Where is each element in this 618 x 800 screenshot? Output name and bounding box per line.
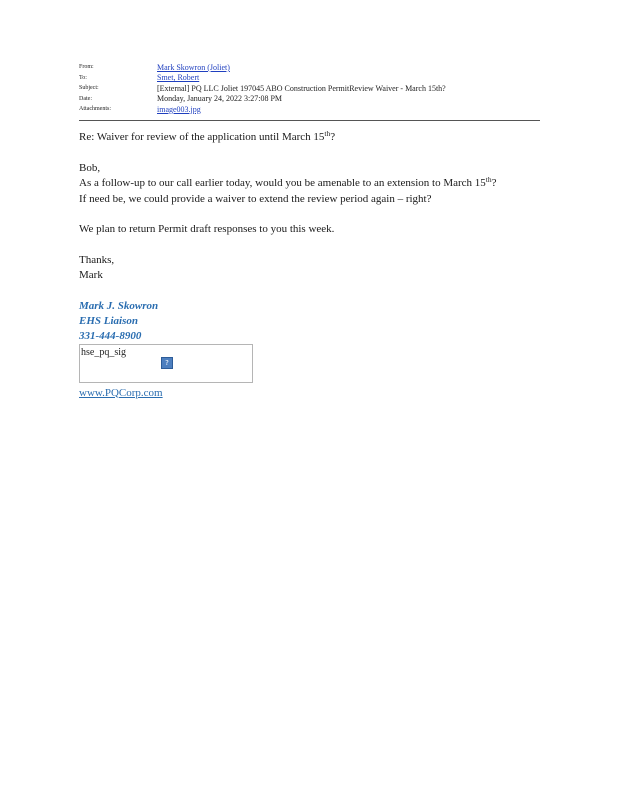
subject-value: [External] PQ LLC Joliet 197045 ABO Construction PermitReview Waiver - March 15th? [157, 83, 446, 93]
to-label: To: [79, 74, 87, 81]
attachments-label: Attachments: [79, 106, 111, 113]
signature-name: Mark J. Skowron [79, 299, 159, 312]
email-body [79, 130, 549, 401]
subject-row [79, 83, 540, 94]
to-value[interactable]: Smet, Robert [157, 73, 200, 83]
header-divider [79, 120, 540, 121]
body-line-1-text: As a follow-up to our call earlier today, would you be amenable to an extension to March 15 [79, 177, 486, 189]
from-value[interactable]: Mark Skowron (Joliet) [157, 62, 230, 72]
re-line-sup: th [324, 129, 331, 138]
attachment-link[interactable]: image003.jpg [157, 104, 201, 114]
body-line-3: We plan to return Permit draft responses to you this week. [79, 223, 335, 235]
re-line-text: Re: Waiver for review of the application until March 15 [79, 131, 325, 143]
signature-image-alt: hse_pq_sig [81, 346, 126, 358]
closing: Thanks, [79, 253, 115, 266]
website-link[interactable]: www.PQCorp.com [79, 386, 163, 399]
body-line-2: If need be, we could provide a waiver to extend the review period again – right? [79, 192, 432, 205]
to-row [79, 73, 540, 84]
body-line-1 [79, 176, 549, 192]
signature-image-placeholder [79, 344, 253, 383]
date-row [79, 94, 540, 105]
re-line [79, 130, 549, 146]
broken-image-icon: ? [161, 357, 173, 369]
date-value: Monday, January 24, 2022 3:27:08 PM [157, 94, 283, 104]
attachments-row [79, 104, 540, 115]
email-header [79, 62, 540, 115]
re-line-end: ? [330, 131, 336, 143]
date-label: Date: [79, 95, 92, 102]
greeting: Bob, [79, 161, 101, 174]
from-label: From: [79, 64, 94, 71]
body-line-1-end: ? [491, 177, 497, 189]
body-line-1-sup: th [485, 175, 492, 184]
sender-first-name: Mark [79, 269, 103, 281]
signature-phone: 331-444-8900 [79, 329, 142, 342]
signature-title: EHS Liaison [79, 314, 138, 327]
subject-label: Subject: [79, 85, 99, 92]
from-row [79, 62, 540, 73]
